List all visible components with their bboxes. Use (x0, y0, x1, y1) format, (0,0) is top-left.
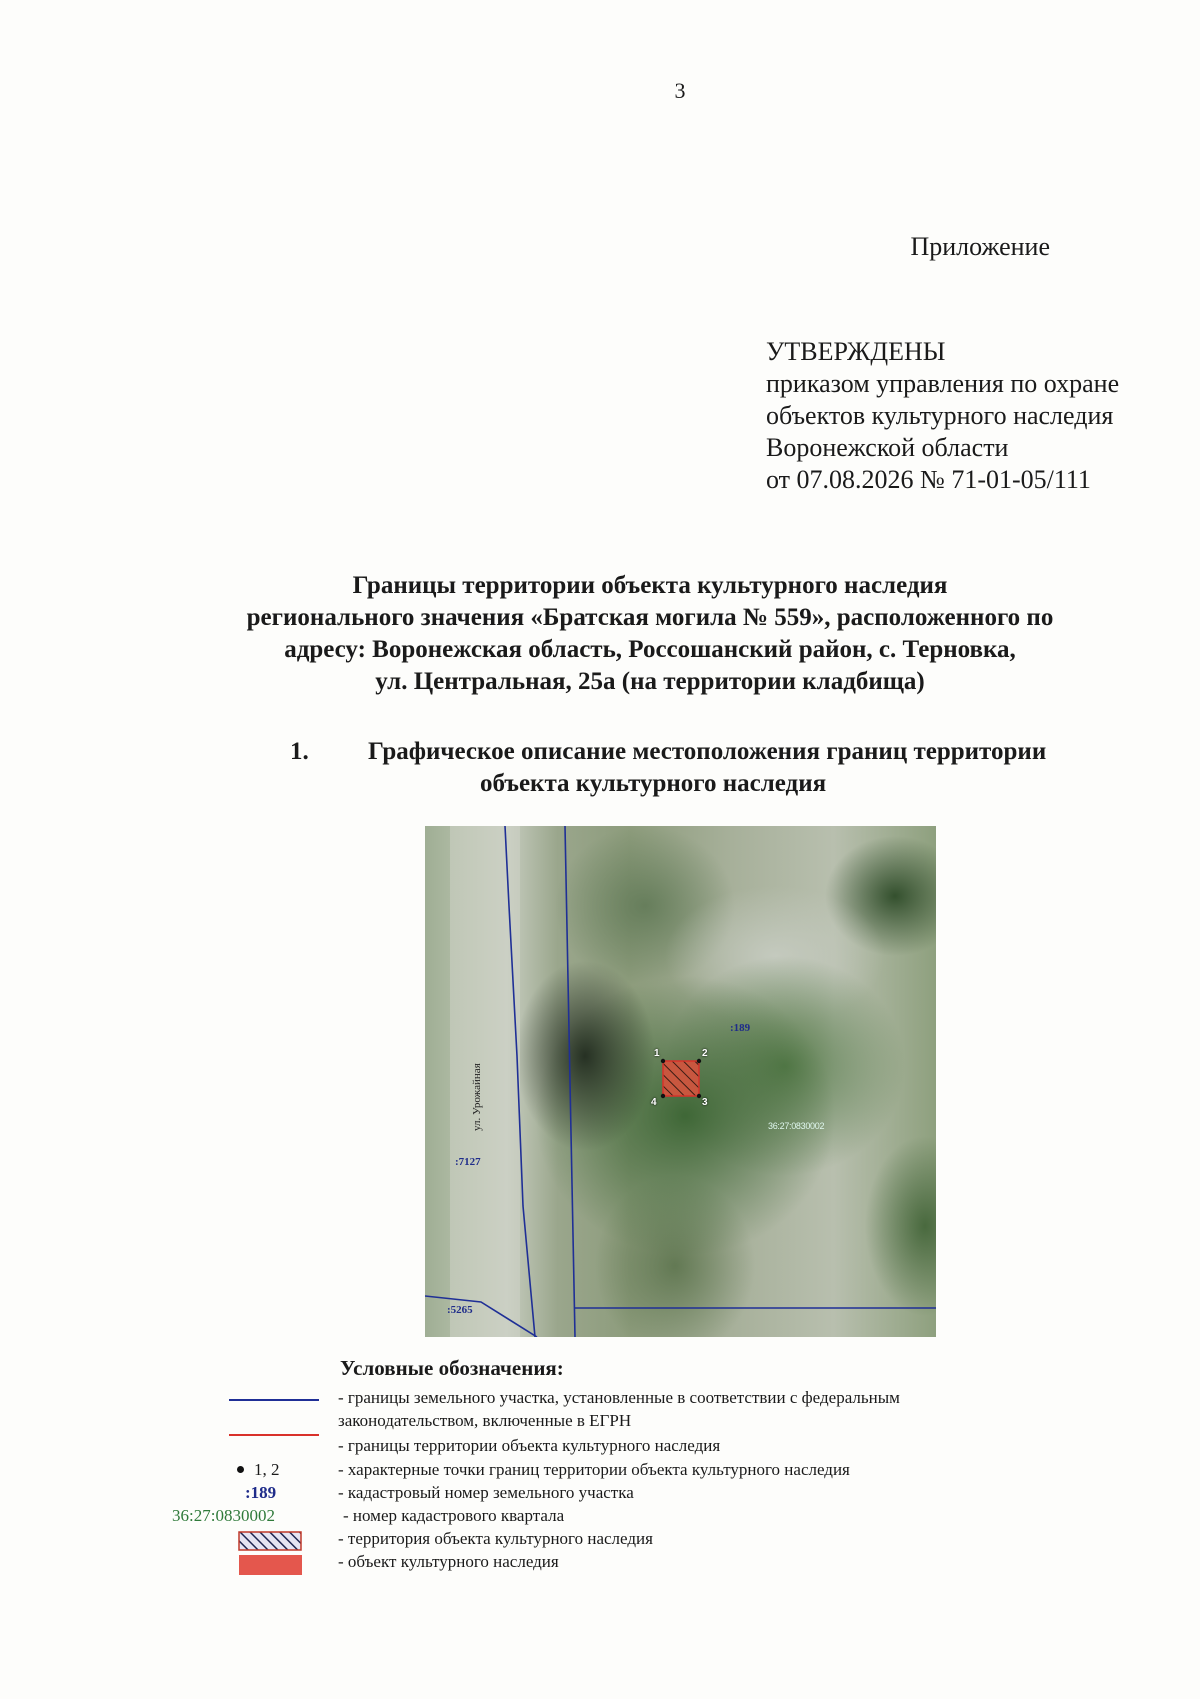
approval-line: объектов культурного наследия (766, 401, 1114, 430)
legend-item (0, 1506, 1200, 1530)
parcel-label: :5265 (447, 1304, 473, 1316)
legend-text: - границы территории объекта культурного наследия (338, 1436, 721, 1455)
legend-text: законодательством, включенные в ЕГРН (338, 1411, 632, 1430)
boundary-point (697, 1059, 701, 1063)
boundary-point-icon (237, 1466, 244, 1473)
map-overlay (425, 826, 936, 1337)
legend-text: - характерные точки границ территории объекта культурного наследия (338, 1460, 850, 1479)
legend-item (0, 1552, 1200, 1576)
point-label: 2 (702, 1048, 708, 1059)
boundary-point (661, 1094, 665, 1098)
appendix-label: Приложение (910, 232, 1050, 261)
satellite-map (425, 826, 936, 1337)
parcel-label: :189 (730, 1022, 751, 1034)
point-label: 3 (702, 1097, 708, 1108)
legend-item (0, 1460, 1200, 1484)
title-line: регионального значения «Братская могила № 559», расположенного по (246, 604, 1054, 631)
approval-heading: УТВЕРЖДЕНЫ (766, 337, 946, 366)
legend-text: - территория объекта культурного наследия (338, 1529, 653, 1548)
section-title-line: объекта культурного наследия (480, 770, 827, 797)
legend-item (0, 1388, 1200, 1430)
point-label: 4 (651, 1097, 657, 1108)
boundary-point (661, 1059, 665, 1063)
heritage-territory-symbol (238, 1531, 302, 1551)
legend-text: - объект культурного наследия (338, 1552, 559, 1571)
section-title-line: Графическое описание местоположения границ территории (368, 738, 1047, 765)
approval-line: Воронежской области (766, 433, 1009, 462)
point-symbol-label: 1, 2 (254, 1460, 280, 1479)
street-label: ул. Урожайная (471, 1063, 483, 1131)
quarter-number-symbol: 36:27:0830002 (172, 1506, 275, 1525)
legend-item (0, 1529, 1200, 1553)
point-label: 1 (654, 1048, 660, 1059)
parcel-number-symbol: :189 (245, 1483, 277, 1502)
parcel-boundary-symbol (229, 1399, 319, 1401)
approval-date-number: от 07.08.2026 № 71-01-05/111 (766, 465, 1091, 494)
heritage-object-symbol (239, 1555, 302, 1575)
legend-item (0, 1483, 1200, 1507)
legend-text: - границы земельного участка, установленные в соответствии с федеральным (338, 1388, 900, 1407)
approval-block (766, 336, 1119, 496)
parcel-label: :7127 (455, 1156, 481, 1168)
quarter-label: 36:27:0830002 (768, 1121, 825, 1131)
heritage-territory-polygon (663, 1061, 699, 1096)
approval-line: приказом управления по охране (766, 369, 1120, 398)
legend-title: Условные обозначения: (340, 1356, 564, 1380)
legend-text: - номер кадастрового квартала (343, 1506, 565, 1525)
title-line: адресу: Воронежская область, Россошанский район, с. Терновка, (284, 636, 1016, 663)
page-number: 3 (674, 78, 686, 103)
section-title (368, 736, 1128, 800)
document-title (200, 570, 1100, 698)
legend-text: - кадастровый номер земельного участка (338, 1483, 634, 1502)
boundary-point (697, 1094, 701, 1098)
title-line: ул. Центральная, 25а (на территории кладбища) (375, 668, 925, 695)
parcel-boundary-line (565, 826, 575, 1337)
heritage-boundary-symbol (229, 1434, 319, 1436)
title-line: Границы территории объекта культурного наследия (352, 572, 948, 599)
legend-item (0, 1436, 1200, 1460)
section-number: 1. (290, 738, 309, 765)
